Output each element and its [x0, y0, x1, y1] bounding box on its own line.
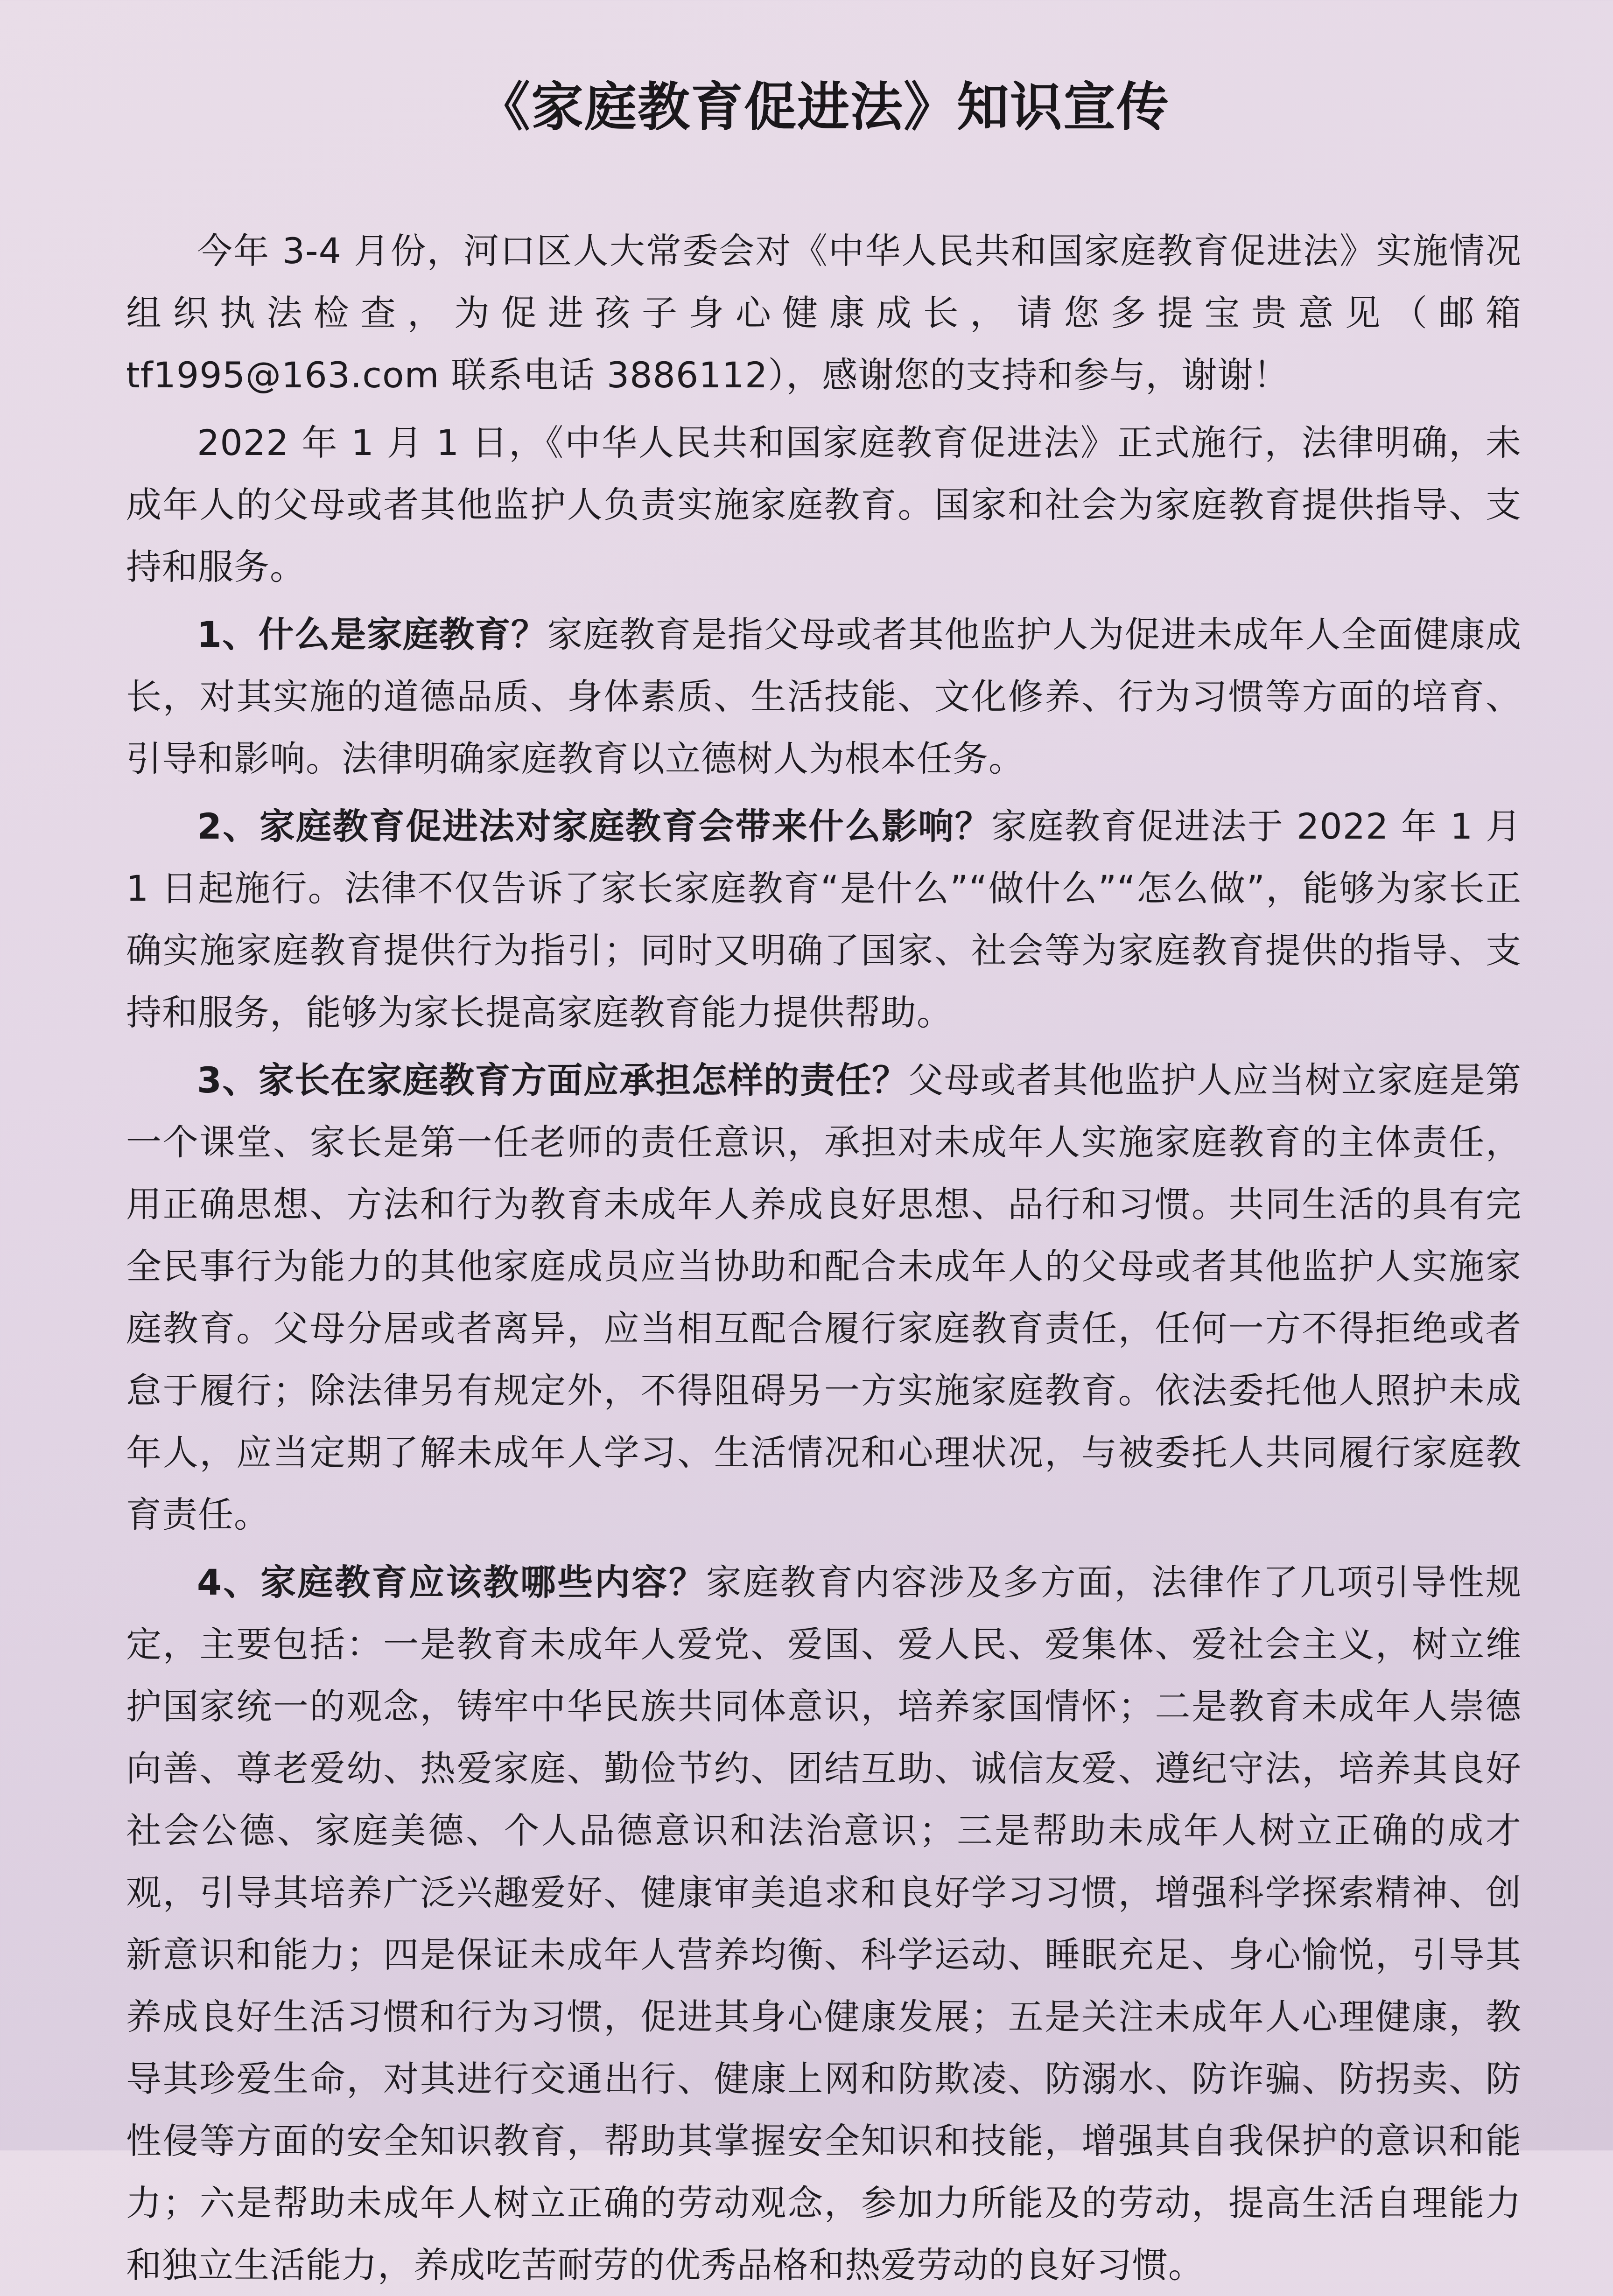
qa-item-3: [126, 1049, 1522, 1546]
qa-question-2: 2、家庭教育促进法对家庭教育会带来什么影响？: [197, 805, 992, 847]
qa-question-1: 1、什么是家庭教育？: [197, 614, 547, 655]
intro-paragraph-2: 2022 年 1 月 1 日，《中华人民共和国家庭教育促进法》正式施行，法律明确，未成年人的父母或者其他监护人负责实施家庭教育。国家和社会为家庭教育提供指导、支持和服务。: [126, 422, 1522, 588]
qa-item-4: [126, 1551, 1522, 2296]
document-title: 《家庭教育促进法》知识宣传: [478, 77, 1170, 138]
printed-page: [126, 65, 1522, 2286]
qa-answer-1: 家庭教育是指父母或者其他监护人为促进未成年人全面健康成长，对其实施的道德品质、身体素质、生活技能、文化修养、行为习惯等方面的培育、引导和影响。法律明确家庭教育以立德树人为根本任务。: [126, 614, 1522, 779]
qa-question-4: 4、家庭教育应该教哪些内容？: [197, 1561, 706, 1603]
qa-answer-4: 家庭教育内容涉及多方面，法律作了几项引导性规定，主要包括：一是教育未成年人爱党、爱国、爱人民、爱集体、爱社会主义，树立维护国家统一的观念，铸牢中华民族共同体意识，培养家国情怀；二是教育未成年人崇德向善、尊老爱幼、热爱家庭、勤俭节约、团结互助、诚信友爱、遵纪守法，培养其良好社会公德、家庭美德、个人品德意识和法治意识；三是帮助未成年人树立正确的成才观，引导其培养广泛兴趣爱好、健康审美追求和良好学习习惯，增强科学探索精神、创新意识和能力；四是保证未成年人营养均衡、科学运动、睡眠充足、身心愉悦，引导其养成良好生活习惯和行为习惯，促进其身心健康发展；五是关注未成年人心理健康，教导其珍爱生命，对其进行交通出行、健康上网和防欺凌、防溺水、防诈骗、防拐卖、防性侵等方面的安全知识教育，帮助其掌握安全知识和技能，增强其自我保护的意识和能力；六是帮助未成年人树立正确的劳动观念，参加力所能及的劳动，提高生活自理能力和独立生活能力，养成吃苦耐劳的优秀品格和热爱劳动的良好习惯。: [126, 1561, 1522, 2286]
qa-item-1: [126, 603, 1522, 790]
qa-question-3: 3、家长在家庭教育方面应承担怎样的责任？: [197, 1059, 908, 1101]
qa-answer-2: 家庭教育促进法于 2022 年 1 月 1 日起施行。法律不仅告诉了家长家庭教育“是什么”“做什么”“怎么做”，能够为家长正确实施家庭教育提供行为指引；同时又明确了国家、社会等为家庭教育提供的指导、支持和服务，能够为家长提高家庭教育能力提供帮助。: [126, 805, 1522, 1033]
qa-answer-3: 父母或者其他监护人应当树立家庭是第一个课堂、家长是第一任老师的责任意识，承担对未成年人实施家庭教育的主体责任，用正确思想、方法和行为教育未成年人养成良好思想、品行和习惯。共同生活的具有完全民事行为能力的其他家庭成员应当协助和配合未成年人的父母或者其他监护人实施家庭教育。父母分居或者离异，应当相互配合履行家庭教育责任，任何一方不得拒绝或者怠于履行；除法律另有规定外，不得阻碍另一方实施家庭教育。依法委托他人照护未成年人，应当定期了解未成年人学习、生活情况和心理状况，与被委托人共同履行家庭教育责任。: [126, 1059, 1522, 1535]
intro-paragraph-1: 今年 3-4 月份，河口区人大常委会对《中华人民共和国家庭教育促进法》实施情况组织执法检查，为促进孩子身心健康成长，请您多提宝贵意见（邮箱 tf1995@163.com 联系电话 3886112），感谢您的支持和参与，谢谢！: [126, 230, 1522, 396]
qa-item-2: [126, 795, 1522, 1043]
